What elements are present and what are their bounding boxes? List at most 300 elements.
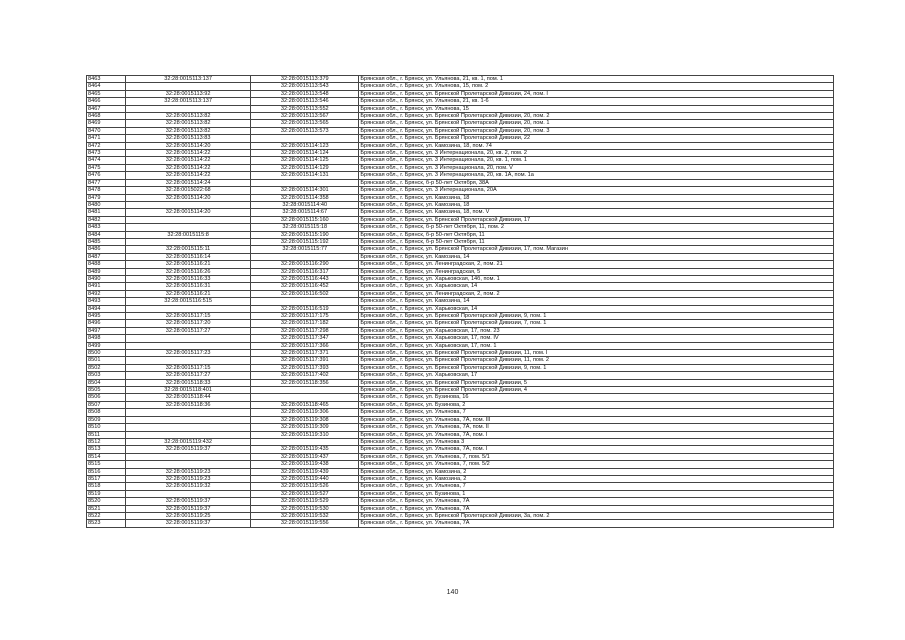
object-number-cell: 32:28:0015117:298 <box>251 327 359 334</box>
parcel-number-cell: 32:28:0015117:27 <box>126 327 251 334</box>
table-row <box>87 105 834 112</box>
address-cell: Брянская обл., г. Брянск, ул. Брянской Пролетарской Дивизии, 5 <box>359 379 834 386</box>
object-number-cell: 32:28:0015117:182 <box>251 320 359 327</box>
table-row <box>87 253 834 260</box>
address-cell: Брянская обл., г. Брянск, ул. Харьковская, 17, пом. 1 <box>359 342 834 349</box>
row-number-cell: 8505 <box>87 387 126 394</box>
object-number-cell: 32:28:0015113:567 <box>251 113 359 120</box>
address-cell: Брянская обл., г. Брянск, ул. Брянской Пролетарской Дивизии, 17 <box>359 216 834 223</box>
parcel-number-cell: 32:28:0015118:36 <box>126 401 251 408</box>
row-number-cell: 8481 <box>87 209 126 216</box>
address-cell: Брянская обл., г. Брянск, ул. Бузинова, 16 <box>359 394 834 401</box>
object-number-cell: 32:28:0015117:391 <box>251 357 359 364</box>
table-row <box>87 475 834 482</box>
parcel-number-cell <box>126 105 251 112</box>
page-number: 140 <box>446 589 459 596</box>
address-cell: Брянская обл., г. Брянск, ул. Ульянова, 15 <box>359 105 834 112</box>
object-number-cell: 32:28:0015115:77 <box>251 246 359 253</box>
row-number-cell: 8484 <box>87 231 126 238</box>
row-number-cell: 8518 <box>87 483 126 490</box>
table-row <box>87 453 834 460</box>
row-number-cell: 8469 <box>87 120 126 127</box>
parcel-number-cell <box>126 424 251 431</box>
row-number-cell: 8509 <box>87 416 126 423</box>
parcel-number-cell: 32:28:0015116:14 <box>126 253 251 260</box>
table-row <box>87 290 834 297</box>
table-row <box>87 342 834 349</box>
row-number-cell: 8504 <box>87 379 126 386</box>
row-number-cell: 8523 <box>87 520 126 527</box>
object-number-cell: 32:28:0015113:548 <box>251 90 359 97</box>
address-cell: Брянская обл., г. Брянск, ул. 3 Интернационала, 20, кв. 1, пом. 1 <box>359 157 834 164</box>
address-cell: Брянская обл., г. Брянск, ул. Ульянова, 7А, пом. I <box>359 431 834 438</box>
address-cell: Брянская обл., г. Брянск, ул. Камозина, 2 <box>359 475 834 482</box>
parcel-number-cell: 32:28:0015115:8 <box>126 231 251 238</box>
parcel-number-cell: 32:28:0015116:26 <box>126 268 251 275</box>
address-cell: Брянская обл., г. Брянск, ул. Ульянова, 7А, пом. II <box>359 424 834 431</box>
row-number-cell: 8463 <box>87 76 126 83</box>
parcel-number-cell: 32:28:0015119:23 <box>126 468 251 475</box>
row-number-cell: 8487 <box>87 253 126 260</box>
object-number-cell <box>251 387 359 394</box>
object-number-cell: 32:28:0015119:532 <box>251 512 359 519</box>
address-cell: Брянская обл., г. Брянск, ул. 3 Интернационала, 20, пом. V <box>359 164 834 171</box>
row-number-cell: 8498 <box>87 335 126 342</box>
address-cell: Брянская обл., г. Брянск, ул. Ульянова, 7, пом. 5/1 <box>359 453 834 460</box>
row-number-cell: 8503 <box>87 372 126 379</box>
object-number-cell: 32:28:0015119:309 <box>251 424 359 431</box>
table-row <box>87 157 834 164</box>
table-row <box>87 127 834 134</box>
object-number-cell: 32:28:0015117:393 <box>251 364 359 371</box>
address-cell: Брянская обл., г. Брянск, ул. Ульянова, 7А, пом. I <box>359 446 834 453</box>
table-row <box>87 246 834 253</box>
row-number-cell: 8499 <box>87 342 126 349</box>
address-cell: Брянская обл., г. Брянск, ул. 3 Интернационала, 20, кв. 2, пом. 2 <box>359 150 834 157</box>
object-number-cell: 32:28:0015117:402 <box>251 372 359 379</box>
object-number-cell: 32:28:0015113:552 <box>251 105 359 112</box>
address-cell: Брянская обл., г. Брянск, ул. Ульянова, 7, пом. 5/2 <box>359 461 834 468</box>
address-cell: Брянская обл., г. Брянск, ул. Бузинова, 2 <box>359 401 834 408</box>
object-number-cell: 32:28:0015119:435 <box>251 446 359 453</box>
object-number-cell: 32:28:0015117:366 <box>251 342 359 349</box>
address-cell: Брянская обл., г. Брянск, б-р 50-лет Октября, 11, пом. 2 <box>359 224 834 231</box>
address-cell: Брянская обл., г. Брянск, ул. Бузинова, 1 <box>359 490 834 497</box>
address-cell: Брянская обл., г. Брянск, ул. Брянской Пролетарской Дивизии, 7, пом. 1 <box>359 320 834 327</box>
table-row <box>87 261 834 268</box>
parcel-number-cell: 32:28:0015117:15 <box>126 364 251 371</box>
parcel-number-cell: 32:28:0015116:33 <box>126 275 251 282</box>
row-number-cell: 8510 <box>87 424 126 431</box>
address-cell: Брянская обл., г. Брянск, ул. Ульянова, 21, кв. 1-6 <box>359 98 834 105</box>
table-row <box>87 320 834 327</box>
parcel-number-cell: 32:28:0015118:44 <box>126 394 251 401</box>
row-number-cell: 8494 <box>87 305 126 312</box>
row-number-cell: 8477 <box>87 179 126 186</box>
address-cell: Брянская обл., г. Брянск, ул. Брянской Пролетарской Дивизии, 4 <box>359 387 834 394</box>
table-row <box>87 98 834 105</box>
table-row <box>87 201 834 208</box>
table-row <box>87 313 834 320</box>
parcel-number-cell <box>126 305 251 312</box>
address-cell: Брянская обл., г. Брянск, б-р 50-лет Октября, 11 <box>359 231 834 238</box>
parcel-number-cell <box>126 224 251 231</box>
parcel-number-cell: 32:28:0015117:27 <box>126 372 251 379</box>
object-number-cell: 32:28:0015116:519 <box>251 305 359 312</box>
object-number-cell: 32:28:0015117:347 <box>251 335 359 342</box>
row-number-cell: 8512 <box>87 438 126 445</box>
row-number-cell: 8492 <box>87 290 126 297</box>
row-number-cell: 8522 <box>87 512 126 519</box>
object-number-cell: 32:28:0015113:573 <box>251 127 359 134</box>
row-number-cell: 8511 <box>87 431 126 438</box>
object-number-cell: 32:28:0015117:371 <box>251 350 359 357</box>
parcel-number-cell <box>126 461 251 468</box>
parcel-number-cell: 32:28:0015114:22 <box>126 157 251 164</box>
table-row <box>87 327 834 334</box>
row-number-cell: 8468 <box>87 113 126 120</box>
object-number-cell: 32:28:0015116:443 <box>251 275 359 282</box>
table-row <box>87 446 834 453</box>
object-number-cell: 32:28:0015119:437 <box>251 453 359 460</box>
row-number-cell: 8502 <box>87 364 126 371</box>
parcel-number-cell: 32:28:0015113:137 <box>126 98 251 105</box>
object-number-cell <box>251 394 359 401</box>
table-row <box>87 401 834 408</box>
parcel-number-cell <box>126 216 251 223</box>
table-row <box>87 438 834 445</box>
parcel-number-cell: 32:28:0015119:37 <box>126 498 251 505</box>
row-number-cell: 8520 <box>87 498 126 505</box>
parcel-number-cell <box>126 201 251 208</box>
object-number-cell: 32:28:0015117:175 <box>251 313 359 320</box>
address-cell: Брянская обл., г. Брянск, ул. Брянской Пролетарской Дивизии, 3а, пом. 2 <box>359 512 834 519</box>
address-cell: Брянская обл., г. Брянск, ул. Брянской Пролетарской Дивизии, 11, пом. I <box>359 350 834 357</box>
table-row <box>87 231 834 238</box>
object-number-cell: 32:28:0015119:440 <box>251 475 359 482</box>
table-row <box>87 387 834 394</box>
row-number-cell: 8470 <box>87 127 126 134</box>
object-number-cell: 32:28:0015115:18 <box>251 224 359 231</box>
row-number-cell: 8465 <box>87 90 126 97</box>
address-cell: Брянская обл., г. Брянск, б-р 50-лет Октября, 38А <box>359 179 834 186</box>
parcel-number-cell: 32:28:0015119:23 <box>126 475 251 482</box>
table-row <box>87 298 834 305</box>
row-number-cell: 8496 <box>87 320 126 327</box>
parcel-number-cell: 32:28:0015115:11 <box>126 246 251 253</box>
address-cell: Брянская обл., г. Брянск, ул. Камозина, 14 <box>359 298 834 305</box>
object-number-cell: 32:28:0015119:439 <box>251 468 359 475</box>
address-cell: Брянская обл., г. Брянск, ул. Ульянова, 7 <box>359 409 834 416</box>
parcel-number-cell: 32:28:0015119:432 <box>126 438 251 445</box>
object-number-cell: 32:28:0015119:308 <box>251 416 359 423</box>
address-cell: Брянская обл., г. Брянск, ул. Ульянова, 15, пом. 2 <box>359 83 834 90</box>
row-number-cell: 8508 <box>87 409 126 416</box>
row-number-cell: 8467 <box>87 105 126 112</box>
parcel-number-cell: 32:28:0015114:20 <box>126 194 251 201</box>
table-row <box>87 120 834 127</box>
object-number-cell: 32:28:0015119:556 <box>251 520 359 527</box>
row-number-cell: 8495 <box>87 313 126 320</box>
parcel-number-cell: 32:28:0015119:25 <box>126 512 251 519</box>
object-number-cell: 32:28:0015116:502 <box>251 290 359 297</box>
parcel-number-cell: 32:28:0015114:20 <box>126 209 251 216</box>
table-row <box>87 498 834 505</box>
row-number-cell: 8513 <box>87 446 126 453</box>
parcel-number-cell: 32:28:0015113:92 <box>126 90 251 97</box>
address-cell: Брянская обл., г. Брянск, ул. Брянской Пролетарской Дивизии, 11, пом. 2 <box>359 357 834 364</box>
address-cell: Брянская обл., г. Брянск, ул. Ульянова, 7А <box>359 520 834 527</box>
table-row <box>87 76 834 83</box>
row-number-cell: 8474 <box>87 157 126 164</box>
object-number-cell: 32:28:0015115:192 <box>251 238 359 245</box>
table-body <box>87 76 834 528</box>
table-row <box>87 216 834 223</box>
object-number-cell <box>251 179 359 186</box>
object-number-cell: 32:28:0015114:123 <box>251 142 359 149</box>
parcel-number-cell: 32:28:0015116:515 <box>126 298 251 305</box>
parcel-number-cell: 32:28:0015119:37 <box>126 520 251 527</box>
row-number-cell: 8517 <box>87 475 126 482</box>
object-number-cell: 32:28:0015114:40 <box>251 201 359 208</box>
address-cell: Брянская обл., г. Брянск, ул. Харьковская, 17, пом. IV <box>359 335 834 342</box>
parcel-number-cell: 32:28:0015116:31 <box>126 283 251 290</box>
table-row <box>87 179 834 186</box>
table-row <box>87 431 834 438</box>
row-number-cell: 8515 <box>87 461 126 468</box>
address-cell: Брянская обл., г. Брянск, ул. Ульянова 3 <box>359 438 834 445</box>
address-cell: Брянская обл., г. Брянск, ул. Харьковская, 17 <box>359 372 834 379</box>
parcel-number-cell <box>126 490 251 497</box>
object-number-cell: 32:28:0015119:526 <box>251 483 359 490</box>
table-row <box>87 90 834 97</box>
address-cell: Брянская обл., г. Брянск, ул. 3 Интернационала, 20, кв. 1А, пом. 1а <box>359 172 834 179</box>
object-number-cell: 32:28:0015116:452 <box>251 283 359 290</box>
object-number-cell: 32:28:0015114:67 <box>251 209 359 216</box>
parcel-number-cell: 32:28:0015113:82 <box>126 120 251 127</box>
table-row <box>87 372 834 379</box>
address-cell: Брянская обл., г. Брянск, ул. Харьковская, 14 <box>359 305 834 312</box>
parcel-number-cell <box>126 431 251 438</box>
address-cell: Брянская обл., г. Брянск, ул. Камозина, 18 <box>359 201 834 208</box>
object-number-cell: 32:28:0015113:379 <box>251 76 359 83</box>
table-row <box>87 416 834 423</box>
row-number-cell: 8507 <box>87 401 126 408</box>
table-row <box>87 409 834 416</box>
object-number-cell: 32:28:0015116:290 <box>251 261 359 268</box>
object-number-cell: 32:28:0015114:124 <box>251 150 359 157</box>
parcel-number-cell: 32:28:0015113:82 <box>126 127 251 134</box>
row-number-cell: 8489 <box>87 268 126 275</box>
parcel-number-cell: 32:28:0015114:20 <box>126 142 251 149</box>
address-cell: Брянская обл., г. Брянск, ул. Брянской Пролетарской Дивизии, 17, пом. Магазин <box>359 246 834 253</box>
row-number-cell: 8506 <box>87 394 126 401</box>
table-row <box>87 238 834 245</box>
table-row <box>87 461 834 468</box>
parcel-number-cell: 32:28:0015119:32 <box>126 483 251 490</box>
object-number-cell: 32:28:0015113:565 <box>251 120 359 127</box>
table-row <box>87 520 834 527</box>
table-row <box>87 483 834 490</box>
table-row <box>87 364 834 371</box>
table-row <box>87 164 834 171</box>
parcel-number-cell: 32:28:0015022:68 <box>126 187 251 194</box>
address-cell: Брянская обл., г. Брянск, ул. Брянской Пролетарской Дивизии, 9, пом. 1 <box>359 313 834 320</box>
address-cell: Брянская обл., г. Брянск, ул. Ленинградская, 2, пом. 2 <box>359 290 834 297</box>
object-number-cell: 32:28:0015113:543 <box>251 83 359 90</box>
object-number-cell <box>251 253 359 260</box>
parcel-number-cell: 32:28:0015118:33 <box>126 379 251 386</box>
row-number-cell: 8464 <box>87 83 126 90</box>
row-number-cell: 8516 <box>87 468 126 475</box>
row-number-cell: 8500 <box>87 350 126 357</box>
address-cell: Брянская обл., г. Брянск, ул. Камозина, 18, пом. 74 <box>359 142 834 149</box>
row-number-cell: 8478 <box>87 187 126 194</box>
table-row <box>87 187 834 194</box>
row-number-cell: 8482 <box>87 216 126 223</box>
table-row <box>87 394 834 401</box>
parcel-number-cell <box>126 357 251 364</box>
table-row <box>87 83 834 90</box>
object-number-cell: 32:28:0015114:125 <box>251 157 359 164</box>
object-number-cell: 32:28:0015119:527 <box>251 490 359 497</box>
table-row <box>87 490 834 497</box>
parcel-number-cell: 32:28:0015118:401 <box>126 387 251 394</box>
parcel-number-cell: 32:28:0015117:15 <box>126 313 251 320</box>
address-cell: Брянская обл., г. Брянск, ул. Камозина, 18 <box>359 194 834 201</box>
row-number-cell: 8486 <box>87 246 126 253</box>
address-cell: Брянская обл., г. Брянск, ул. Харьковская, 17, пом. 23 <box>359 327 834 334</box>
table-row <box>87 150 834 157</box>
row-number-cell: 8476 <box>87 172 126 179</box>
row-number-cell: 8501 <box>87 357 126 364</box>
parcel-number-cell: 32:28:0015114:24 <box>126 179 251 186</box>
address-cell: Брянская обл., г. Брянск, ул. Брянской Пролетарской Дивизии, 20, пом. 2 <box>359 113 834 120</box>
address-cell: Брянская обл., г. Брянск, ул. Харьковская, 14 <box>359 283 834 290</box>
parcel-number-cell: 32:28:0015113:137 <box>126 76 251 83</box>
row-number-cell: 8473 <box>87 150 126 157</box>
object-number-cell: 32:28:0015119:310 <box>251 431 359 438</box>
row-number-cell: 8514 <box>87 453 126 460</box>
table-row <box>87 172 834 179</box>
parcel-number-cell: 32:28:0015116:21 <box>126 290 251 297</box>
parcel-number-cell <box>126 453 251 460</box>
row-number-cell: 8493 <box>87 298 126 305</box>
parcel-number-cell <box>126 238 251 245</box>
object-number-cell: 32:28:0015119:438 <box>251 461 359 468</box>
table-row <box>87 275 834 282</box>
address-cell: Брянская обл., г. Брянск, ул. Брянской Пролетарской Дивизии, 24, пом. I <box>359 90 834 97</box>
object-number-cell: 32:28:0015119:529 <box>251 498 359 505</box>
table-row <box>87 224 834 231</box>
table-row <box>87 335 834 342</box>
row-number-cell: 8475 <box>87 164 126 171</box>
parcel-number-cell: 32:28:0015113:83 <box>126 135 251 142</box>
parcel-number-cell: 32:28:0015117:23 <box>126 350 251 357</box>
parcel-number-cell: 32:28:0015114:22 <box>126 172 251 179</box>
parcel-number-cell <box>126 83 251 90</box>
parcel-number-cell: 32:28:0015117:20 <box>126 320 251 327</box>
address-cell: Брянская обл., г. Брянск, ул. Ульянова, 7А, пом. III <box>359 416 834 423</box>
table-row <box>87 350 834 357</box>
address-cell: Брянская обл., г. Брянск, ул. Камозина, 2 <box>359 468 834 475</box>
parcel-number-cell: 32:28:0015119:37 <box>126 505 251 512</box>
address-cell: Брянская обл., г. Брянск, ул. Ульянова, 21, кв. 1, пом. 1 <box>359 76 834 83</box>
parcel-number-cell <box>126 342 251 349</box>
address-cell: Брянская обл., г. Брянск, ул. Ленинградская, 2, пом. 21 <box>359 261 834 268</box>
address-cell: Брянская обл., г. Брянск, ул. Ленинградская, 5 <box>359 268 834 275</box>
address-cell: Брянская обл., г. Брянск, б-р 50-лет Октября, 11 <box>359 238 834 245</box>
property-register-table <box>86 75 834 528</box>
table-row <box>87 268 834 275</box>
object-number-cell: 32:28:0015118:465 <box>251 401 359 408</box>
row-number-cell: 8497 <box>87 327 126 334</box>
object-number-cell <box>251 438 359 445</box>
address-cell: Брянская обл., г. Брянск, ул. Брянской Пролетарской Дивизии, 20, пом. 1 <box>359 120 834 127</box>
row-number-cell: 8471 <box>87 135 126 142</box>
row-number-cell: 8479 <box>87 194 126 201</box>
table-row <box>87 468 834 475</box>
parcel-number-cell <box>126 409 251 416</box>
table-row <box>87 505 834 512</box>
address-cell: Брянская обл., г. Брянск, ул. Камозина, 14 <box>359 253 834 260</box>
address-cell: Брянская обл., г. Брянск, ул. Брянской Пролетарской Дивизии, 20, пом. 3 <box>359 127 834 134</box>
parcel-number-cell: 32:28:0015114:22 <box>126 150 251 157</box>
address-cell: Брянская обл., г. Брянск, ул. Брянской Пролетарской Дивизии, 9, пом. 1 <box>359 364 834 371</box>
row-number-cell: 8488 <box>87 261 126 268</box>
row-number-cell: 8483 <box>87 224 126 231</box>
object-number-cell <box>251 135 359 142</box>
row-number-cell: 8519 <box>87 490 126 497</box>
object-number-cell: 32:28:0015114:301 <box>251 187 359 194</box>
object-number-cell: 32:28:0015114:358 <box>251 194 359 201</box>
parcel-number-cell: 32:28:0015119:37 <box>126 446 251 453</box>
address-cell: Брянская обл., г. Брянск, ул. Харьковская, 14б, пом. 1 <box>359 275 834 282</box>
object-number-cell: 32:28:0015115:190 <box>251 231 359 238</box>
parcel-number-cell: 32:28:0015114:22 <box>126 164 251 171</box>
parcel-number-cell <box>126 335 251 342</box>
row-number-cell: 8480 <box>87 201 126 208</box>
table-row <box>87 135 834 142</box>
row-number-cell: 8472 <box>87 142 126 149</box>
address-cell: Брянская обл., г. Брянск, ул. Камозина, 18, пом. V <box>359 209 834 216</box>
object-number-cell: 32:28:0015119:306 <box>251 409 359 416</box>
address-cell: Брянская обл., г. Брянск, ул. 3 Интернационала, 20А <box>359 187 834 194</box>
table-row <box>87 379 834 386</box>
object-number-cell: 32:28:0015114:131 <box>251 172 359 179</box>
address-cell: Брянская обл., г. Брянск, ул. Ульянова, 7А <box>359 505 834 512</box>
object-number-cell: 32:28:0015119:530 <box>251 505 359 512</box>
table-row <box>87 357 834 364</box>
table-row <box>87 305 834 312</box>
object-number-cell: 32:28:0015118:356 <box>251 379 359 386</box>
row-number-cell: 8466 <box>87 98 126 105</box>
table-row <box>87 283 834 290</box>
row-number-cell: 8485 <box>87 238 126 245</box>
row-number-cell: 8521 <box>87 505 126 512</box>
parcel-number-cell <box>126 416 251 423</box>
table-row <box>87 142 834 149</box>
object-number-cell: 32:28:0015114:129 <box>251 164 359 171</box>
parcel-number-cell: 32:28:0015113:82 <box>126 113 251 120</box>
table-row <box>87 512 834 519</box>
object-number-cell: 32:28:0015116:317 <box>251 268 359 275</box>
table-row <box>87 209 834 216</box>
row-number-cell: 8490 <box>87 275 126 282</box>
address-cell: Брянская обл., г. Брянск, ул. Брянской Пролетарской Дивизии, 22 <box>359 135 834 142</box>
table-row <box>87 113 834 120</box>
table-row <box>87 194 834 201</box>
